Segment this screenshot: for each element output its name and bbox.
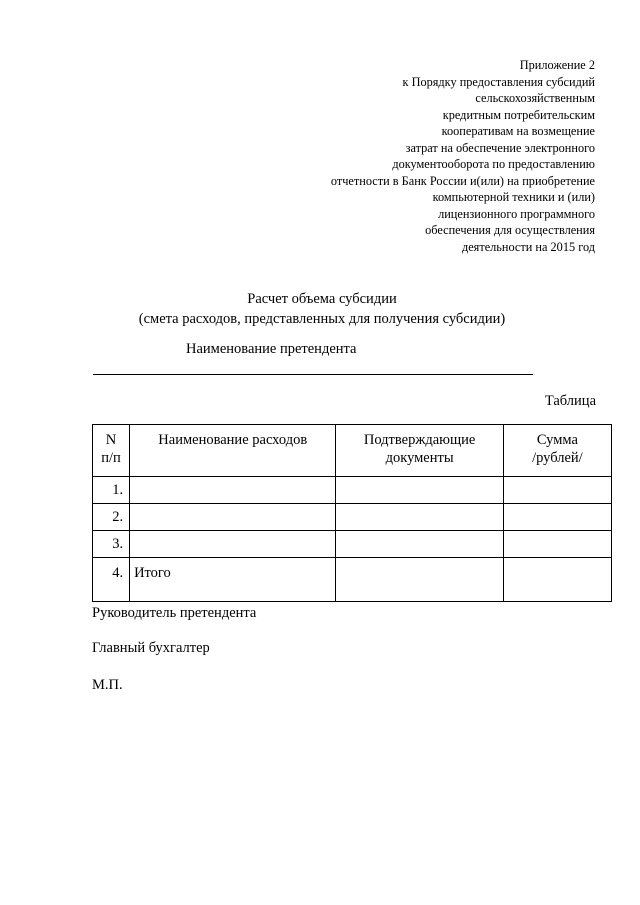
applicant-label: Наименование претендента <box>186 341 357 357</box>
row-documents[interactable] <box>336 558 503 602</box>
header-sum-line2: /рублей/ <box>532 450 583 466</box>
row-expense-name[interactable] <box>130 531 336 558</box>
row-expense-name[interactable] <box>130 477 336 504</box>
header-number-line2: п/п <box>101 450 121 466</box>
row-sum[interactable] <box>503 477 611 504</box>
row-number: 1. <box>93 477 130 504</box>
appendix-line: обеспечения для осуществления <box>425 223 595 237</box>
appendix-line: лицензионного программного <box>438 206 595 221</box>
head-signature-label: Руководитель претендента <box>92 605 257 621</box>
title-line-1: Расчет объема субсидии <box>247 291 397 307</box>
appendix-line: деятельности на 2015 год <box>461 239 595 254</box>
row-sum[interactable] <box>503 504 611 531</box>
row-number: 3. <box>93 531 130 558</box>
table-header-row <box>93 425 612 477</box>
expenses-table <box>92 424 612 602</box>
header-number <box>93 425 130 477</box>
row-sum[interactable] <box>503 558 611 602</box>
table-row-total <box>93 558 612 602</box>
table-row <box>93 531 612 558</box>
header-sum-line1: Сумма <box>536 432 578 448</box>
appendix-line: отчетности в Банк России и(или) на приобретение <box>330 173 595 188</box>
appendix-line: сельскохозяйственным <box>475 91 595 105</box>
appendix-line: к Порядку предоставления субсидий <box>402 74 595 89</box>
accountant-signature-label: Главный бухгалтер <box>92 640 210 656</box>
appendix-line: кредитным потребительским <box>442 107 595 122</box>
header-number-line1: N <box>105 432 117 448</box>
appendix-line: кооперативам на возмещение <box>441 124 595 138</box>
title-line-2: (смета расходов, представленных для получения субсидии) <box>138 311 506 327</box>
header-documents-line2: документы <box>385 450 454 466</box>
row-documents[interactable] <box>336 531 503 558</box>
row-documents[interactable] <box>336 504 503 531</box>
appendix-line: документооборота по предоставлению <box>392 157 595 171</box>
applicant-name-field[interactable] <box>93 374 533 375</box>
row-number: 4. <box>93 558 130 602</box>
header-documents <box>336 425 503 477</box>
row-number: 2. <box>93 504 130 531</box>
document-title <box>128 289 516 329</box>
seal-label: М.П. <box>92 677 123 693</box>
header-documents-line1: Подтверждающие <box>363 432 476 448</box>
appendix-line: затрат на обеспечение электронного <box>405 140 595 155</box>
row-expense-name: Итого <box>130 558 336 602</box>
row-documents[interactable] <box>336 477 503 504</box>
table-label: Таблица <box>544 393 596 409</box>
header-expense-name-line1: Наименование расходов <box>158 432 308 448</box>
header-expense-name <box>130 425 336 477</box>
appendix-line: Приложение 2 <box>519 58 595 72</box>
row-expense-name[interactable] <box>130 504 336 531</box>
appendix-header <box>275 57 595 255</box>
appendix-line: компьютерной техники и (или) <box>432 190 595 204</box>
table-row <box>93 504 612 531</box>
header-sum <box>503 425 611 477</box>
row-sum[interactable] <box>503 531 611 558</box>
table-row <box>93 477 612 504</box>
